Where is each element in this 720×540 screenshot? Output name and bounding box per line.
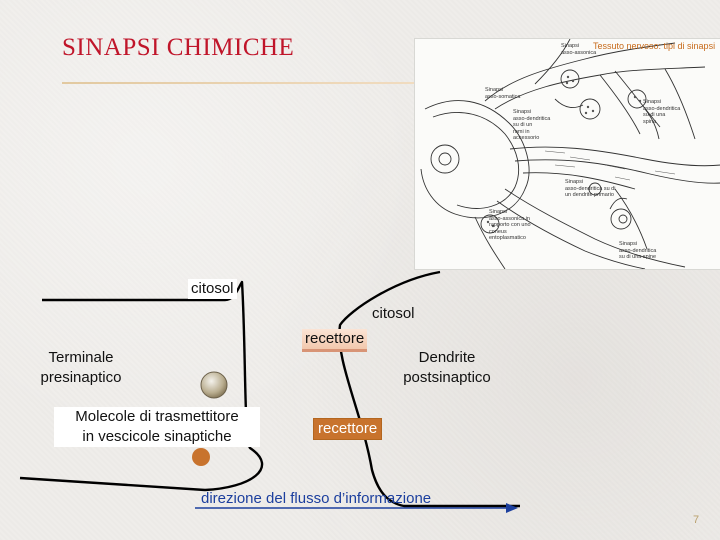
label-cytosol-presynaptic: citosol — [188, 279, 237, 299]
figure-title: Tessuto nervoso: tipi di sinapsi — [593, 41, 716, 51]
label-axo-somatic: Sinapsi asso-somatica — [485, 87, 521, 100]
label-neurotransmitter-molecules: Molecole di trasmettitore in vescicole sinaptiche — [54, 407, 260, 447]
label-axo-dendritic-spine: Sinapsi asso-dendritica su di una spina — [643, 99, 681, 125]
postsynaptic-membrane — [339, 272, 520, 506]
label-receptor-bottom: recettore — [313, 418, 382, 440]
label-presynaptic-terminal: Terminale presinaptico — [40, 349, 122, 386]
page-number: 7 — [693, 514, 700, 526]
slide-title: SINAPSI CHIMICHE — [62, 34, 295, 61]
label-cytosol-postsynaptic: citosol — [372, 305, 415, 322]
label-axo-dendritic-primary: Sinapsi asso-dendritica su di un dendrite primario — [565, 179, 616, 198]
synaptic-vesicle — [201, 372, 227, 398]
label-axo-axonic-rapport: Sinapsi asso-assonica in rapporto con uno coneus entoplasmatico — [489, 209, 531, 241]
label-postsynaptic-dendrite: Dendrite postsinaptico — [403, 349, 491, 386]
label-dendritic-spine: Sinapsi asso-dendritica su di un rami in accessorio — [513, 109, 551, 141]
label-information-flow: direzione del flusso d’informazione — [201, 490, 432, 507]
vesicle-neurotransmitter — [192, 448, 210, 466]
label-receptor-top: recettore — [302, 329, 367, 352]
flow-arrow-head — [506, 503, 518, 513]
label-axo-axonic: Sinapsi asso-assonica — [561, 43, 597, 56]
label-axo-dendritic-spines: Sinapsi asso-dendritica su di una spine — [619, 241, 657, 260]
